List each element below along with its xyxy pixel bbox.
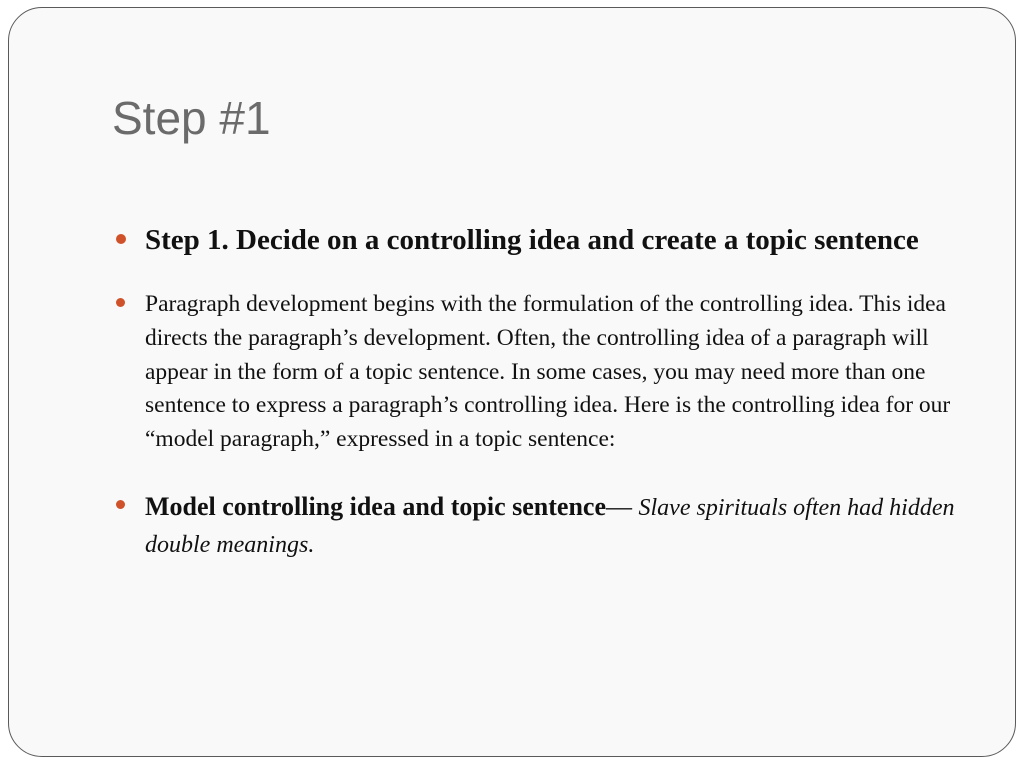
- bullet-dot-icon: [116, 298, 125, 307]
- bullet-dot-icon: [116, 234, 126, 244]
- bullet-item: [113, 221, 973, 260]
- bullet-text: Paragraph development begins with the formulation of the controlling idea. This idea directs the paragraph’s development. Often, the controlling idea of a paragraph will appear in the form of a topic sentence. In some cases, you may need more than one sentence to express a paragraph’s controlling idea. Here is the controlling idea for our “model paragraph,” expressed in a topic sentence:: [145, 291, 951, 453]
- bullet-italic-text: Slave spirituals often had hidden double meanings.: [145, 494, 955, 558]
- bullet-item: [113, 288, 973, 457]
- bullet-item: [113, 489, 973, 563]
- slide-title: Step #1: [112, 92, 271, 144]
- bullet-text: Step 1. Decide on a controlling idea and create a topic sentence: [145, 224, 919, 256]
- bullet-list: [113, 221, 973, 563]
- bullet-bold-text: Model controlling idea and topic sentence: [145, 491, 607, 521]
- bullet-dot-icon: [116, 500, 125, 509]
- bullet-dash: —: [606, 491, 639, 521]
- slide: [8, 7, 1016, 757]
